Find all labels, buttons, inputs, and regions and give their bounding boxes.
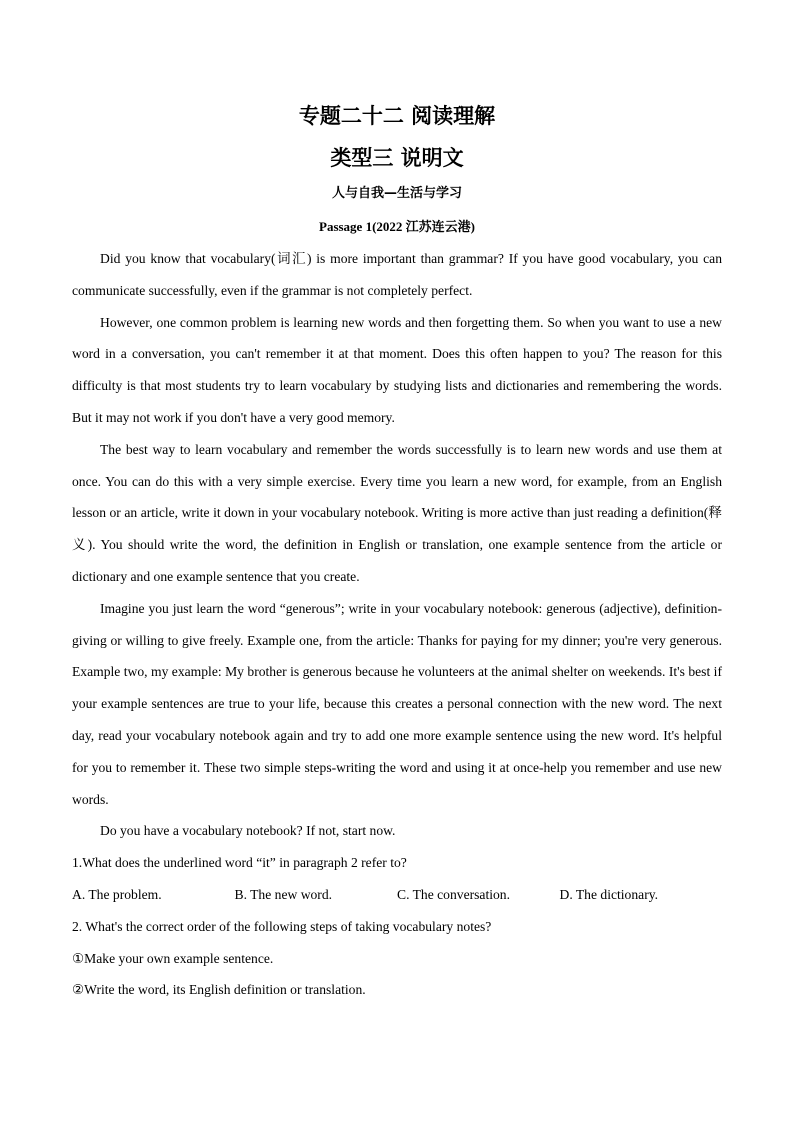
paragraph-4: Imagine you just learn the word “generous”; write in your vocabulary notebook: generous (adjective), definition-giving or willing to give freely. Example one, from the article: Thanks for paying for my dinner; you're very generous. Example two, my example: My brother is generous because he volunteers at the animal shelter on weekends. It's best if your example sentences are true to your life, because this creates a personal connection with the new word. The next day, read your vocabulary notebook again and try to add one more example sentence using the new word. It's helpful for you to remember it. These two simple steps-writing the word and using it at once-help you remember and use new words. — [72, 600, 722, 807]
question-2-stem: 2. What's the correct order of the following steps of taking vocabulary notes? — [72, 918, 492, 934]
question-2-step-1: ①Make your own example sentence. — [72, 950, 274, 966]
question-1-stem: 1.What does the underlined word “it” in paragraph 2 refer to? — [72, 855, 407, 871]
option-d: D. The dictionary. — [559, 886, 659, 902]
paragraph-1: Did you know that vocabulary(词汇) is more important than grammar? If you have good vocabulary, you can communicate successfully, even if the grammar is not completely perfect. — [72, 251, 722, 298]
paragraph-3: The best way to learn vocabulary and remember the words successfully is to learn new words and use them at once. You can do this with a very simple exercise. Every time you learn a new word, for example, from an English lesson or an article, write it down in your vocabulary notebook. Writing is more active than just reading a definition(释义). You should write the word, the definition in English or translation, one example sentence from the article or dictionary and one example sentence that you create. — [72, 441, 722, 584]
option-c: C. The conversation. — [397, 886, 511, 902]
passage-body — [72, 243, 722, 1006]
passage-heading: Passage 1(2022 江苏连云港) — [319, 219, 475, 234]
doc-title: 专题二十二 阅读理解 — [298, 104, 496, 128]
paragraph-5: Do you have a vocabulary notebook? If not, start now. — [100, 823, 396, 839]
option-a: A. The problem. — [72, 886, 162, 902]
option-b: B. The new word. — [234, 886, 333, 902]
question-1-options — [72, 879, 722, 911]
paragraph-2: However, one common problem is learning new words and then forgetting them. So when you want to use a new word in a conversation, you can't remember it at that moment. Does this often happen to you? The reason for this difficulty is that most students try to learn vocabulary by studying lists and dictionaries and remembering the words. But it may not work if you don't have a very good memory. — [72, 314, 722, 425]
doc-subtitle: 类型三 说明文 — [330, 146, 464, 170]
doc-topic: 人与自我—生活与学习 — [331, 186, 462, 201]
question-2-step-2: ②Write the word, its English definition or translation. — [72, 982, 366, 998]
